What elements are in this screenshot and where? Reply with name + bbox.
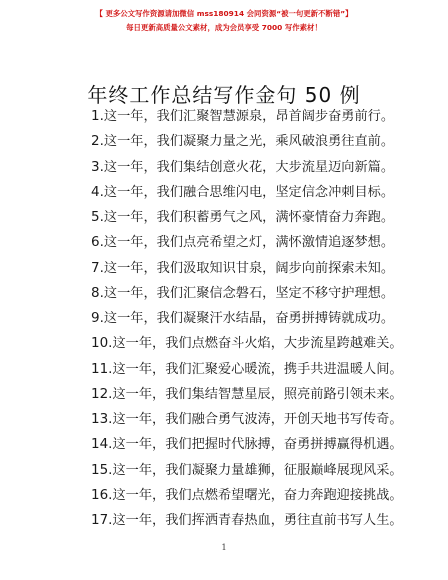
list-item (91, 256, 403, 281)
item-number: 17. (91, 512, 113, 528)
item-text: 这一年，我们凝聚汗水结晶，奋勇拼搏铸就成功。 (103, 311, 395, 326)
list-item (91, 432, 403, 457)
list-item (91, 458, 403, 483)
promo-banner-line-1: 【 更多公文写作资源请加微信 mss180914 会同资源“被一句更新不断错”】 (95, 9, 353, 18)
item-number: 15. (91, 461, 113, 478)
item-number: 3. (91, 158, 104, 175)
item-number: 4. (91, 183, 104, 200)
list-item (91, 104, 403, 129)
item-text: 这一年，我们点亮希望之灯，满怀激情追逐梦想。 (103, 235, 395, 251)
item-text: 这一年，我们汇聚智慧源泉，昂首阔步奋勇前行。 (103, 109, 395, 124)
page-number: 1 (221, 543, 227, 552)
item-number: 1. (91, 108, 104, 124)
item-number: 13. (91, 411, 113, 427)
item-number: 9. (91, 310, 104, 326)
list-item (91, 357, 403, 382)
item-text: 这一年，我们汇聚信念磐石，坚定不移守护理想。 (103, 285, 395, 301)
list-item (91, 331, 403, 356)
item-text: 这一年，我们集结创意火花，大步流星迈向新篇。 (103, 159, 395, 175)
item-number: 11. (91, 360, 113, 377)
item-number: 5. (91, 209, 104, 225)
item-text: 这一年，我们把握时代脉搏，奋勇拼搏赢得机遇。 (112, 437, 403, 453)
list-item (91, 155, 403, 180)
item-text: 这一年，我们凝聚力量之光，乘风破浪勇往直前。 (103, 134, 395, 150)
promo-banner-line-2: 每日更新高质量公文素材，成为会员享受 7000 写作素材！ (126, 23, 322, 32)
list-item (91, 129, 403, 154)
list-item (91, 382, 403, 407)
item-text: 这一年，我们积蓄勇气之风，满怀豪情奋力奔跑。 (103, 210, 395, 225)
list-item (91, 205, 403, 230)
item-text: 这一年，我们挥洒青春热血，勇往直前书写人生。 (112, 513, 403, 528)
item-text: 这一年，我们融合勇气波涛，开创天地书写传奇。 (112, 412, 403, 427)
quote-list (91, 104, 403, 533)
item-number: 10. (91, 335, 113, 352)
item-text: 这一年，我们集结智慧星辰，照亮前路引领未来。 (112, 386, 403, 402)
item-text: 这一年，我们汇聚爱心暖流，携手共进温暖人间。 (112, 361, 403, 377)
list-item (91, 306, 403, 331)
item-number: 2. (91, 133, 104, 150)
item-text: 这一年，我们凝聚力量雄狮，征服巅峰展现风采。 (112, 462, 403, 478)
item-number: 16. (91, 486, 113, 503)
list-item (91, 281, 403, 306)
item-text: 这一年，我们汲取知识甘泉，阔步向前探索未知。 (103, 260, 395, 276)
list-item (91, 483, 403, 508)
item-number: 7. (91, 259, 104, 276)
list-item (91, 407, 403, 432)
item-text: 这一年，我们点燃奋斗火焰，大步流星跨越难关。 (112, 336, 403, 352)
list-item (91, 508, 403, 533)
item-number: 8. (91, 284, 104, 301)
item-text: 这一年，我们融合思维闪电，坚定信念冲刺目标。 (103, 184, 395, 200)
item-number: 14. (91, 436, 113, 453)
list-item (91, 230, 403, 255)
item-number: 6. (91, 234, 104, 251)
item-number: 12. (91, 385, 113, 402)
item-text: 这一年，我们点燃希望曙光，奋力奔跑迎接挑战。 (112, 487, 403, 503)
document-title: 年终工作总结写作金句 50 例 (87, 83, 361, 107)
list-item (91, 180, 403, 205)
